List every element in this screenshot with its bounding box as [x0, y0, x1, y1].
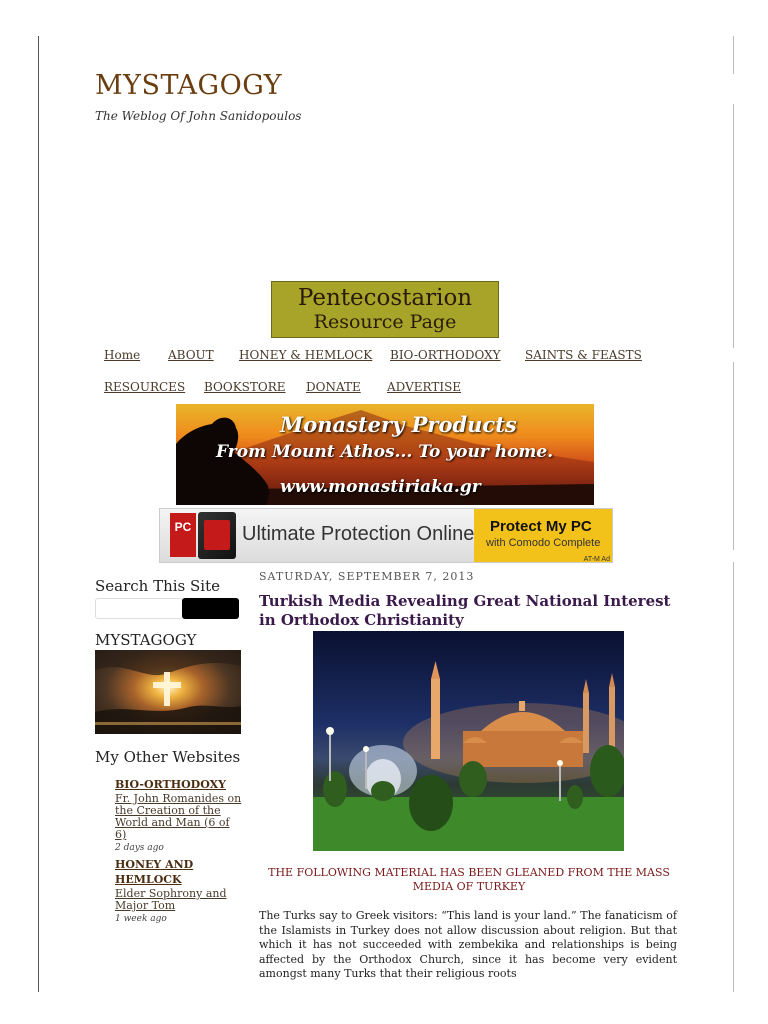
nav-bio-orthodoxy[interactable]: BIO-ORTHODOXY [390, 348, 501, 362]
post-date: SATURDAY, SEPTEMBER 7, 2013 [259, 570, 475, 583]
pentecostarion-banner-line2: Resource Page [313, 311, 457, 333]
nav-saints-feasts[interactable]: SAINTS & FEASTS [525, 348, 642, 362]
blogroll-post-link[interactable]: Fr. John Romanides on the Creation of the World and Man (6 of 6) [115, 792, 242, 841]
site-description: The Weblog Of John Sanidopoulos [95, 109, 302, 123]
post-subtitle: THE FOLLOWING MATERIAL HAS BEEN GLEANED FROM THE MASS MEDIA OF TURKEY [268, 866, 670, 893]
pentecostarion-banner-line1: Pentecostarion [297, 285, 473, 311]
nav-advertise[interactable]: ADVERTISE [387, 380, 462, 394]
page-right-border [733, 36, 734, 74]
pc-logo-icon: PC [170, 513, 196, 557]
software-box-icon [198, 512, 236, 559]
monastery-ad-headline: Monastery Products [280, 412, 517, 437]
nav-about[interactable]: ABOUT [168, 348, 214, 362]
sidebar-mystagogy-heading: MYSTAGOGY [95, 631, 197, 649]
mosque-at-night-icon [313, 631, 624, 851]
hagia-sophia-photo[interactable] [313, 631, 624, 851]
page-right-border [733, 562, 734, 992]
blogroll-blog-link[interactable]: BIO-ORTHODOXY [115, 778, 226, 791]
monastery-products-ad[interactable] [176, 404, 594, 505]
blogroll-item [115, 777, 243, 855]
search-heading: Search This Site [95, 577, 221, 595]
page-right-border [733, 362, 734, 550]
other-websites-heading: My Other Websites [95, 748, 241, 766]
monastery-ad-tagline: From Mount Athos... To your home. [216, 442, 554, 462]
nav-bookstore[interactable]: BOOKSTORE [204, 380, 286, 394]
ad-choices-tag: AT-M Ad [583, 556, 610, 563]
page-right-border [733, 104, 734, 348]
nav-honey-hemlock[interactable]: HONEY & HEMLOCK [239, 348, 373, 362]
protect-my-pc-button[interactable] [474, 509, 613, 563]
comodo-ad[interactable] [159, 508, 613, 563]
pc-ad-cta-sub: with Comodo Complete [486, 537, 601, 549]
site-title[interactable]: MYSTAGOGY [95, 70, 283, 101]
blogroll-blog-link[interactable]: HONEY AND HEMLOCK [115, 858, 194, 886]
pc-ad-slogan: Ultimate Protection Online [242, 523, 475, 545]
nav-donate[interactable]: DONATE [306, 380, 361, 394]
blogroll-post-link[interactable]: Elder Sophrony and Major Tom [115, 887, 227, 912]
blogroll-item [115, 857, 243, 926]
nav-resources[interactable]: RESOURCES [104, 380, 186, 394]
search-input[interactable] [95, 598, 183, 619]
cross-in-sky-icon [95, 650, 241, 734]
blogroll-post-age: 2 days ago [115, 843, 164, 853]
nav-home[interactable]: Home [104, 348, 141, 362]
pentecostarion-banner[interactable] [271, 281, 499, 338]
monastery-ad-url: www.monastiriaka.gr [280, 477, 481, 497]
page-left-border [38, 36, 39, 992]
sidebar-cross-image[interactable] [95, 650, 241, 734]
search-button[interactable] [182, 598, 239, 619]
post-body-text: The Turks say to Greek visitors: “This land is your land.” The fanaticism of the Islamists in Turkey does not allow discussion about religion. But that which it has not succeeded with zembekika and relationships is being affected by the Orthodox Church, since it has become very evident amongst many Turks that their religious roots [259, 909, 677, 980]
blogroll-post-age: 1 week ago [115, 914, 167, 924]
post-title[interactable]: Turkish Media Revealing Great National Interest in Orthodox Christianity [259, 592, 671, 629]
pc-ad-cta-title: Protect My PC [490, 518, 592, 535]
